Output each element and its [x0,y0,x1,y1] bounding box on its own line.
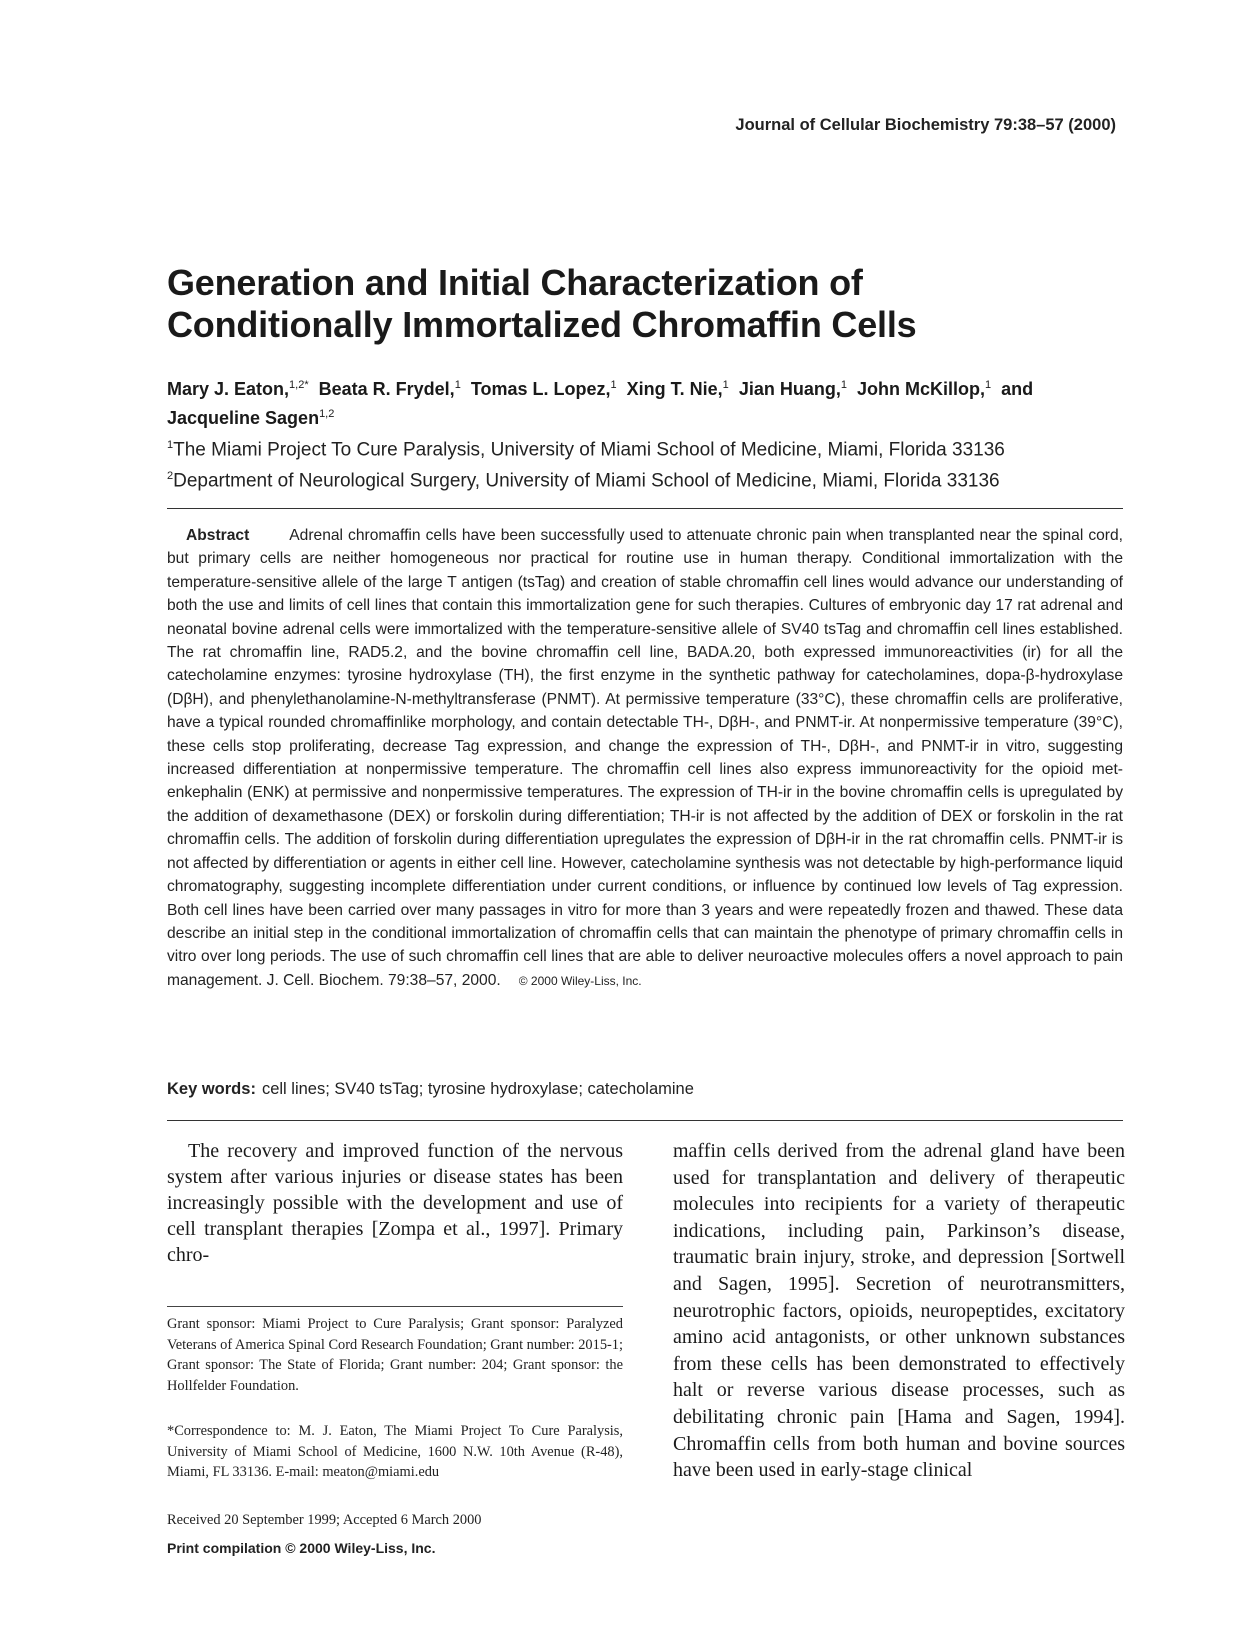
author-affil-mark: 1 [840,379,847,391]
body-column-left: The recovery and improved function of the nervous system after various injuries or disease states has been increasingly possible with the development and use of cell transplant therapies [Zompa et al., 1997]. Primary chro- [167,1140,623,1266]
author-name: Jacqueline Sagen [167,408,320,428]
author-affil-mark: 1,2 [319,408,335,420]
abstract-label: Abstract [186,527,250,544]
footnote-correspondence: *Correspondence to: M. J. Eaton, The Miami Project To Cure Paralysis, University of Miami School of Medicine, 1600 N.W. 10th Avenue (R-48), Miami, FL 33136. E-mail: meaton@miami.edu [167,1423,623,1480]
affiliation [167,463,1127,494]
affiliation-number: 2 [167,470,174,483]
affiliations [167,432,1127,495]
author-list [167,373,1117,431]
footnote-grant: Grant sponsor: Miami Project to Cure Paralysis; Grant sponsor: Paralyzed Veterans of America Spinal Cord Research Foundation; Grant number: 2015-1; Grant sponsor: The State of Florida; Grant number: 204; Grant sponsor: the Hollfelder Foundation. [167,1316,623,1394]
print-compilation: Print compilation © 2000 Wiley-Liss, Inc. [167,1540,436,1556]
title-line-2: Conditionally Immortalized Chromaffin Cells [167,304,917,345]
affiliation-text: The Miami Project To Cure Paralysis, University of Miami School of Medicine, Miami, Florida 33136 [173,439,1005,461]
author-name: Xing T. Nie, [626,379,723,399]
journal-citation: Journal of Cellular Biochemistry 79:38–57 (2000) [735,116,1116,134]
abstract-copyright: © 2000 Wiley-Liss, Inc. [518,973,642,988]
author-conjunction: and [1001,379,1034,399]
abstract [167,524,1123,993]
footnote-received: Received 20 September 1999; Accepted 6 March 2000 [167,1512,482,1528]
body-column-right: maffin cells derived from the adrenal gland have been used for transplantation and delivery of therapeutic molecules into recipients for a variety of therapeutic indications, including pain, Parkinson’s disease, traumatic brain injury, stroke, and depression [Sortwell and Sagen, 1995]. Secretion of neurotransmitters, neurotrophic factors, opioids, neuropeptides, excitatory amino acid antagonists, or other unknown substances from these cells has been demonstrated to effectively halt or reverse various disease processes, such as debilitating chronic pain [Hama and Sagen, 1994]. Chromaffin cells from both human and bovine sources have been used in early-stage clinical [673,1140,1125,1482]
author-affil-mark: 1 [454,379,461,391]
author-affil-mark: 1 [984,379,992,391]
divider-bottom [167,1120,1123,1121]
keywords-label: Key words: [167,1080,256,1098]
affiliation [167,432,1127,463]
keywords-text: cell lines; SV40 tsTag; tyrosine hydroxylase; catecholamine [261,1080,694,1098]
affiliation-text: Department of Neurological Surgery, University of Miami School of Medicine, Miami, Florida 33136 [173,470,1000,492]
affiliation-number: 1 [167,439,174,451]
author-affil-mark: 1 [722,379,729,391]
author-name: Tomas L. Lopez, [470,379,611,399]
paper-title [167,262,1127,346]
keywords [167,1080,694,1099]
author-name: Mary J. Eaton, [167,379,290,399]
author-name: John McKillop, [856,379,985,399]
author-name: Beata R. Frydel, [318,379,455,399]
author-affil-mark: 1,2* [289,379,309,391]
divider-top [167,508,1123,509]
title-line-1: Generation and Initial Characterization of [167,262,863,303]
author-name: Jian Huang, [738,379,841,399]
footnote-divider [167,1306,623,1307]
author-affil-mark: 1 [610,379,617,391]
abstract-text: Adrenal chromaffin cells have been successfully used to attenuate chronic pain when transplanted near the spinal cord, but primary cells are neither homogeneous nor practical for routine use in human therapy. Conditional immortalization with the temperature-sensitive allele of the large T antigen (tsTag) and creation of stable chromaffin cell lines would advance our understanding of both the use and limits of cell lines that contain this immortalization gene for such therapies. Cultures of embryonic day 17 rat adrenal and neonatal bovine adrenal cells were immortalized with the temperature-sensitive allele of SV40 tsTag and chromaffin cell lines established. The rat chromaffin line, RAD5.2, and the bovine chromaffin cell line, BADA.20, both expressed immunoreactivities (ir) for all the catecholamine enzymes: tyrosine hydroxylase (TH), the first enzyme in the synthetic pathway for catecholamines, dopa-β-hydroxylase (DβH), and phenylethanolamine-N-methyltransferase (PNMT). At permissive temperature (33°C), these chromaffin cells are proliferative, have a typical rounded chromaffinlike morphology, and contain detectable TH-, DβH-, and PNMT-ir. At nonpermissive temperature (39°C), these cells stop proliferating, decrease Tag expression, and change the expression of TH-, DβH-, and PNMT-ir in vitro, suggesting increased differentiation at nonpermissive temperature. The chromaffin cell lines also express immunoreactivity for the opioid met-enkephalin (ENK) at permissive and nonpermissive temperatures. The expression of TH-ir in the bovine chromaffin cells is upregulated by the addition of dexamethasone (DEX) or forskolin during differentiation; TH-ir is not affected by the addition of DEX or forskolin in the rat chromaffin cells. The addition of forskolin during differentiation upregulates the expression of DβH-ir in the rat chromaffin cells. PNMT-ir is not affected by differentiation or agents in either cell line. However, catecholamine synthesis was not detectable by high-performance liquid chromatography, suggesting incomplete differentiation under current conditions, or influence by continued low levels of Tag expression. Both cell lines have been carried over many passages in vitro for more than 3 years and were repeatedly frozen and thawed. These data describe an initial step in the conditional immortalization of chromaffin cells that can maintain the phenotype of primary chromaffin cells in vitro over long periods. The use of such chromaffin cell lines that are able to deliver neuroactive molecules offers a novel approach to pain management. J. Cell. Biochem. 79:38–57, 2000. [167,527,1123,989]
